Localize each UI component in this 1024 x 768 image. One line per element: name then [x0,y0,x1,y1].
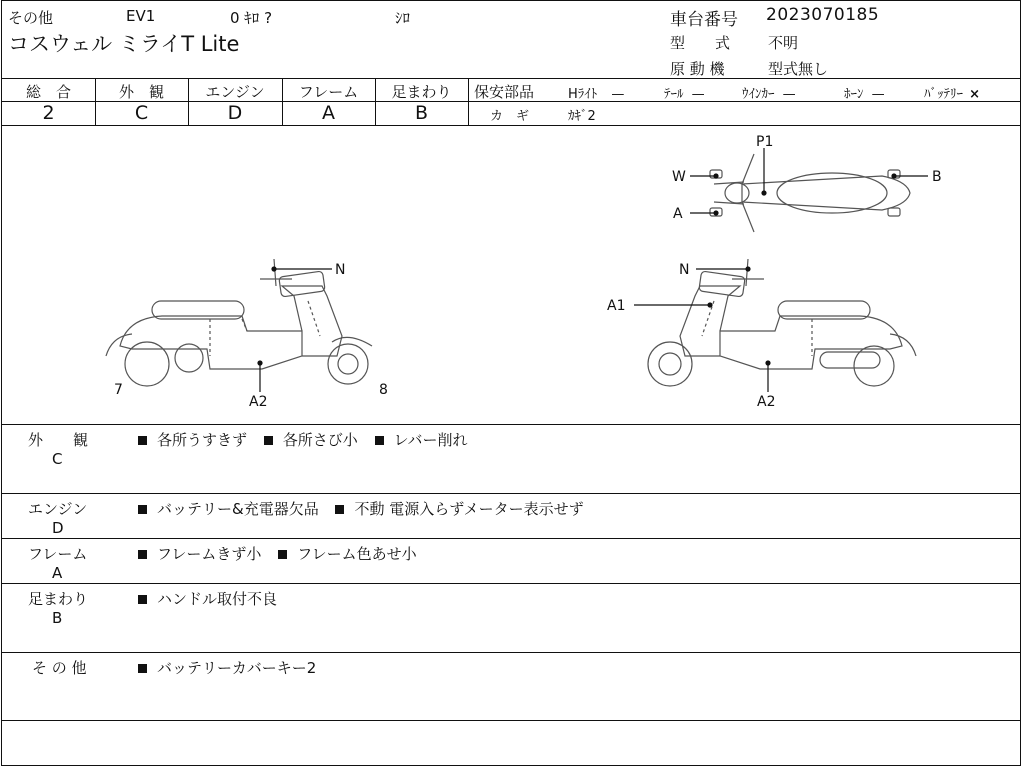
safety-tail: ﾃｰﾙ — [664,87,705,102]
divider [2,720,1020,721]
remark-label: 足まわり [28,590,89,608]
remark-grade: C [52,450,63,468]
grade-exterior: C [134,102,149,124]
mileage: 0 ｷﾛ ? [230,9,273,27]
safety-horn: ﾎｰﾝ — [844,87,885,102]
diagram-label-a2-left: A2 [249,394,268,410]
diagram-label-b: B [932,169,942,185]
scooter-diagram [2,126,1020,424]
frame-no-label: 車台番号 [670,10,738,30]
safety-winker: ｳｲﾝｶｰ — [742,87,796,102]
remark-grade: B [52,609,63,627]
bullet-icon [278,550,287,559]
grade-engine: D [227,102,243,124]
diagram-label-7: 7 [114,382,123,398]
bullet-icon [138,436,147,445]
sonota-label: その他 [8,9,54,27]
remark-items: フレームきず小 フレーム色あせ小 [138,543,429,564]
remark-grade: D [52,519,64,537]
safety-title: 保安部品 [474,83,535,101]
diagram-label-a1: A1 [607,298,626,314]
remark-grade: A [52,564,63,582]
remark-items: バッテリー&充電器欠品 不動 電源入らずメーター表示せず [138,498,596,519]
bullet-icon [335,505,344,514]
bullet-icon [138,550,147,559]
grade-label-engine: エンジン [205,83,265,101]
grade-label-frame: フレーム [298,83,359,101]
bullet-icon [138,505,147,514]
maker-model: コスウェル ミライT Lite [8,32,240,56]
remark-items: バッテリーカバーキー2 [138,657,328,678]
engine-label: 原 動 機 [670,60,725,78]
grade-label-suspension: 足まわり [391,83,452,101]
bullet-icon [138,595,147,604]
divider [2,652,1020,653]
divider [2,424,1020,425]
ev-code: EV1 [126,7,156,25]
diagram-label-n-right: N [679,262,690,278]
diagram-label-w: W [672,169,686,185]
bullet-icon [375,436,384,445]
remark-items: 各所うすきず 各所さび小 レバー削れ [138,429,480,450]
divider [2,78,1020,79]
frame-no: 2023070185 [766,5,880,25]
bullet-icon [264,436,273,445]
type-value: 不明 [768,34,799,52]
diagram-label-8: 8 [379,382,388,398]
diagram-label-a: A [673,206,683,222]
bullet-icon [138,664,147,673]
grade-overall: 2 [42,102,55,124]
remark-label: 外 観 [28,431,89,449]
divider [2,583,1020,584]
remark-label: フレーム [28,545,88,563]
engine-value: 型式無し [768,60,829,78]
key-label: カ ギ [490,109,530,124]
inspection-sheet [1,0,1021,766]
grade-label-exterior: 外 観 [118,83,164,101]
key-value: ｶｷﾞ2 [568,109,596,124]
divider [2,493,1020,494]
grade-suspension: B [414,102,429,124]
grade-label-overall: 総 合 [25,83,71,101]
scooter-right-view [648,259,916,386]
type-label: 型 式 [670,34,731,52]
scooter-top-view [710,154,910,232]
diagram-label-a2-right: A2 [757,394,776,410]
diagram-label-n-left: N [335,262,346,278]
divider [2,538,1020,539]
body-color: ｼﾛ [395,9,411,27]
safety-headlight: Hﾗｲﾄ — [568,87,625,102]
grade-frame: A [322,102,335,124]
diagram-label-p1: P1 [756,134,774,150]
remark-label: エンジン [28,500,88,518]
safety-battery: ﾊﾞｯﾃﾘｰ × [924,87,981,102]
remark-items: ハンドル取付不良 [138,588,289,609]
scooter-left-view [106,259,372,386]
remark-label: そ の 他 [32,659,87,677]
